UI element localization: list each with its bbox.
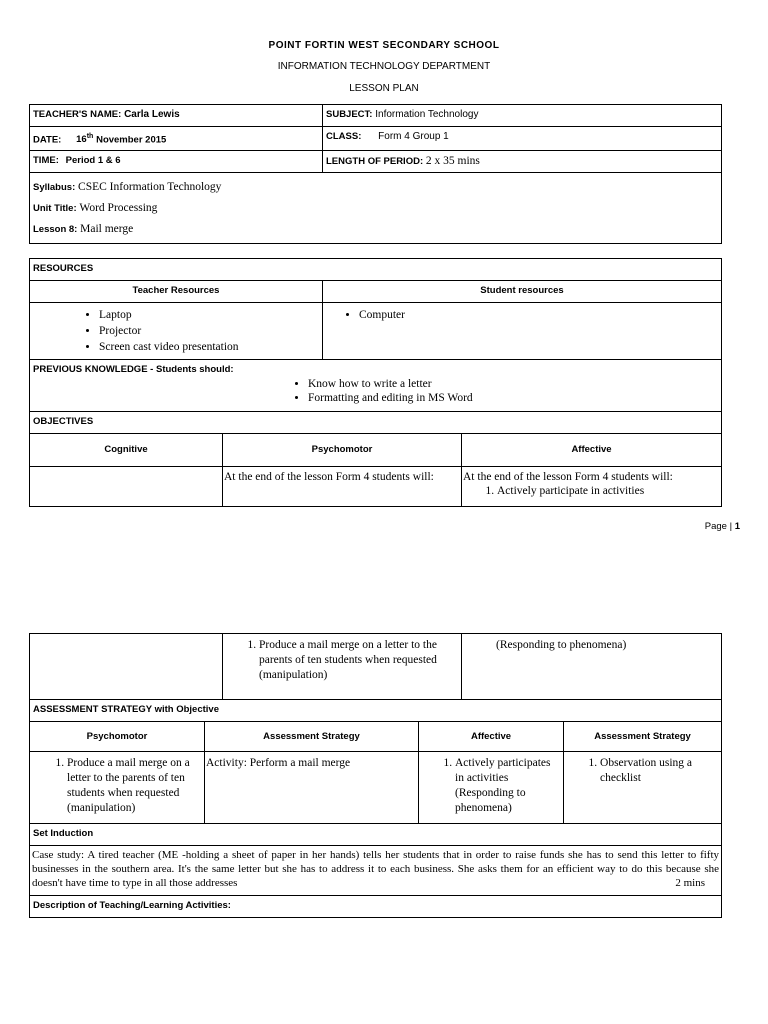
objectives-title: OBJECTIVES [30,412,722,434]
previous-knowledge-label: PREVIOUS KNOWLEDGE - Students should: [33,364,234,375]
strategy-1-text: Activity: Perform a mail merge [206,757,351,769]
page-label: Page [704,521,727,532]
teacher-resources-cell [30,303,323,360]
cognitive-cell [30,467,223,507]
length-cell [323,151,722,173]
subject-cell [323,105,722,127]
teacher-label: TEACHER'S NAME: [33,109,122,120]
continued-cognitive-cell [30,634,223,700]
class-cell [323,127,722,151]
assessment-title: ASSESSMENT STRATEGY with Objective [30,700,722,722]
time-cell [30,151,323,173]
assessment-affective-cell [419,752,564,824]
date-label: DATE: [33,134,62,146]
set-induction-text: Case study: A tired teacher (ME -holding a sheet of paper in her hands) tells her students that in order to raise funds she has to send this letter to fifty businesses in the southern area. It's the same letter but she has to address it to each business. She asks them for an efficient way to do this because she doesn't have time to type in all those addresses [32,849,720,889]
length-label: LENGTH OF PERIOD: [326,156,424,168]
assessment-table [29,633,722,918]
activities-title: Description of Teaching/Learning Activities: [30,896,722,918]
psychomotor-list [226,638,458,683]
student-resources-header: Student resources [323,281,722,303]
previous-knowledge-list [33,377,718,405]
unit-label: Unit Title: [33,203,77,215]
assessment-affective-header: Affective [419,722,564,752]
syllabus-label: Syllabus: [33,182,76,194]
date-suffix: th [86,133,94,140]
assessment-strategy-header-2: Assessment Strategy [564,722,722,752]
assessment-strategy-header-1: Assessment Strategy [205,722,419,752]
list-item: • Screen cast video presentation [99,339,319,355]
strategy-2-list [567,756,718,786]
lesson-label: Lesson 8: [33,224,78,236]
psychomotor-intro-cell [223,467,462,507]
list-item: 1. Produce a mail merge on a letter to the parents of ten students when requested (manipulation) [259,638,458,683]
set-induction-cell [30,846,722,896]
set-induction-time: 2 mins [675,877,706,889]
list-item: 1. Produce a mail merge on a letter to the parents of ten students when requested (manipulation) [67,756,201,816]
time-label: TIME: [33,155,59,167]
page-value: 1 [734,521,740,532]
student-resources-cell [323,303,722,360]
psychomotor-intro: At the end of the lesson Form 4 students will: [224,471,434,483]
list-item: 1. Actively participate in activities [497,484,720,499]
psychomotor-header: Psychomotor [223,434,462,467]
list-item: • Formatting and editing in MS Word [308,391,718,405]
assessment-strategy-cell-1 [205,752,419,824]
date-day: 16 [76,134,87,146]
document-type: LESSON PLAN [349,83,419,94]
teacher-value: Carla Lewis [124,109,180,120]
teacher-resources-list [33,307,319,355]
teacher-resources-header: Teacher Resources [30,281,323,303]
resources-table [29,258,722,507]
subject-value: Information Technology [375,109,479,120]
unit-value: Word Processing [79,202,158,215]
syllabus-value: CSEC Information Technology [78,181,222,194]
cognitive-header: Cognitive [30,434,223,467]
class-value: Form 4 Group 1 [378,131,449,142]
page-number: Page | 1 [704,521,740,532]
student-resources-list [326,307,718,323]
length-value: 2 x 35 mins [425,155,480,168]
assessment-affective-list [422,756,560,816]
list-item: • Know how to write a letter [308,377,718,391]
time-value: Period 1 & 6 [65,155,121,167]
date-cell [30,127,323,151]
assessment-strategy-cell-2 [564,752,722,824]
previous-knowledge-cell [30,360,722,412]
resources-title: RESOURCES [30,259,722,281]
affective-list [463,484,720,499]
date-rest: November 2015 [96,134,167,146]
list-item: • Laptop [99,307,319,323]
affective-header: Affective [462,434,722,467]
teacher-cell [30,105,323,127]
school-name: POINT FORTIN WEST SECONDARY SCHOOL [268,40,500,51]
assessment-psychomotor-header: Psychomotor [30,722,205,752]
subject-label: SUBJECT: [326,109,373,120]
set-induction-title: Set Induction [30,824,722,846]
continued-affective-cell [462,634,722,700]
continued-psychomotor-cell [223,634,462,700]
info-table [29,104,722,244]
lesson-value: Mail merge [80,223,134,236]
affective-intro-cell [462,467,722,507]
assessment-psychomotor-list [33,756,201,816]
assessment-psychomotor-cell [30,752,205,824]
class-label: CLASS: [326,131,362,142]
affective-intro: At the end of the lesson Form 4 students will: [463,471,673,483]
list-item: • Computer [359,307,718,323]
syllabus-cell [30,173,722,244]
affective-continued: (Responding to phenomena) [496,639,627,651]
list-item: 1. Observation using a checklist [600,756,718,786]
list-item: 1. Actively participates in activities (Responding to phenomena) [455,756,560,816]
department-name: INFORMATION TECHNOLOGY DEPARTMENT [277,61,491,72]
list-item: • Projector [99,323,319,339]
